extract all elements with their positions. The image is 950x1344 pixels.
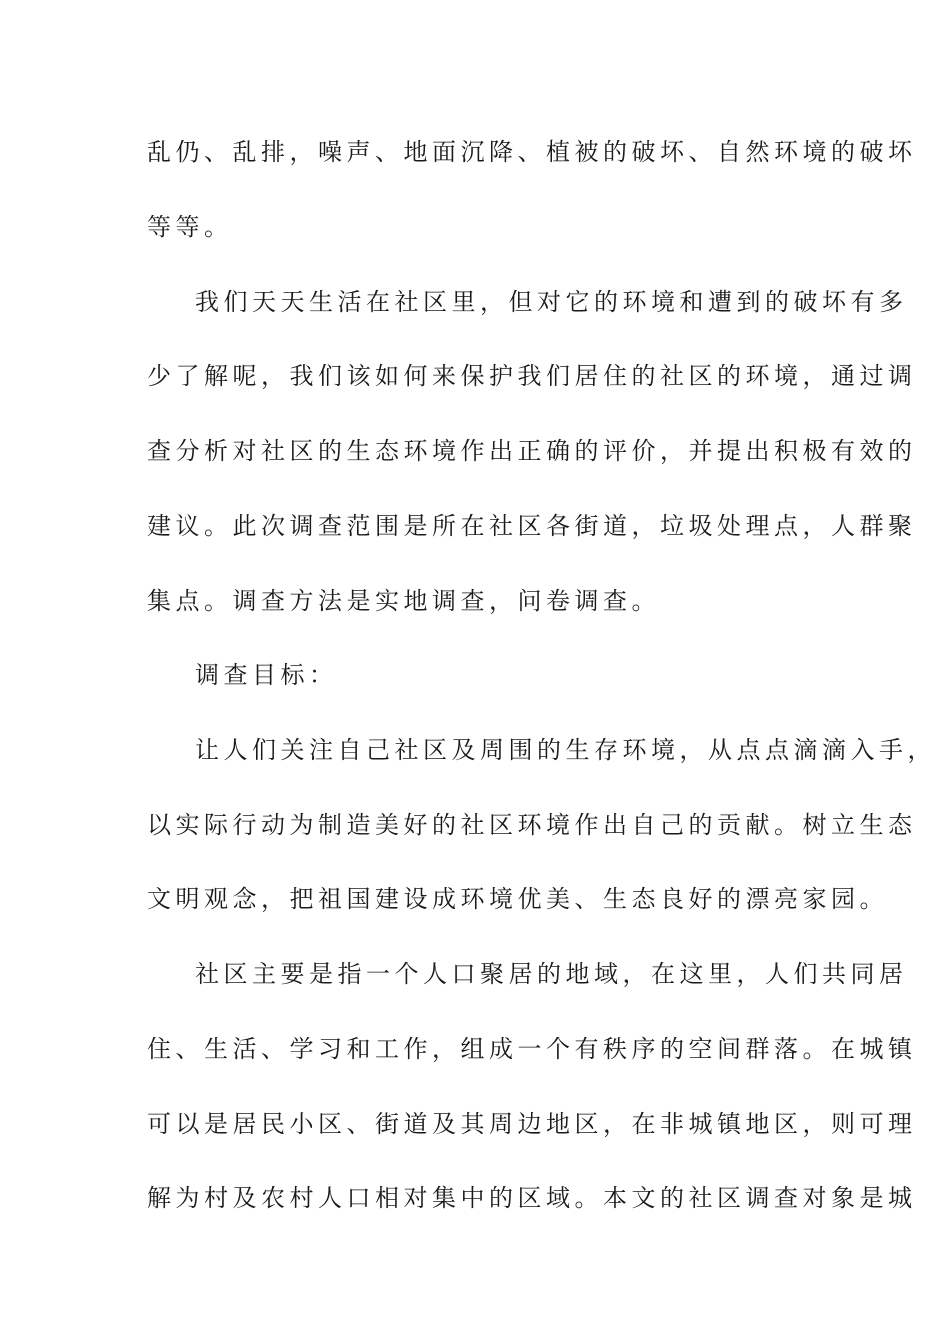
text-line: 建议。此次调查范围是所在社区各街道，垃圾处理点，人群聚 <box>147 512 917 540</box>
section-heading: 调查目标： <box>195 661 338 689</box>
text-line: 少了解呢，我们该如何来保护我们居住的社区的环境，通过调 <box>147 362 917 390</box>
text-line: 文明观念，把祖国建设成环境优美、生态良好的漂亮家园。 <box>147 885 888 913</box>
text-line: 查分析对社区的生态环境作出正确的评价，并提出积极有效的 <box>147 437 917 465</box>
text-line: 住、生活、学习和工作，组成一个有秩序的空间群落。在城镇 <box>147 1035 917 1063</box>
text-line: 集点。调查方法是实地调查，问卷调查。 <box>147 587 660 615</box>
paragraph-start-line: 社区主要是指一个人口聚居的地域，在这里，人们共同居 <box>195 960 908 988</box>
text-line: 等等。 <box>147 213 233 241</box>
paragraph-start-line: 让人们关注自己社区及周围的生存环境，从点点滴滴入手， <box>195 736 936 764</box>
text-line: 以实际行动为制造美好的社区环境作出自己的贡献。树立生态 <box>147 811 917 839</box>
paragraph-start-line: 我们天天生活在社区里，但对它的环境和遭到的破坏有多 <box>195 288 908 316</box>
text-line: 解为村及农村人口相对集中的区域。本文的社区调查对象是城 <box>147 1184 917 1212</box>
text-line: 可以是居民小区、街道及其周边地区，在非城镇地区，则可理 <box>147 1110 917 1138</box>
text-line: 乱仍、乱排，噪声、地面沉降、植被的破坏、自然环境的破坏 <box>147 138 917 166</box>
